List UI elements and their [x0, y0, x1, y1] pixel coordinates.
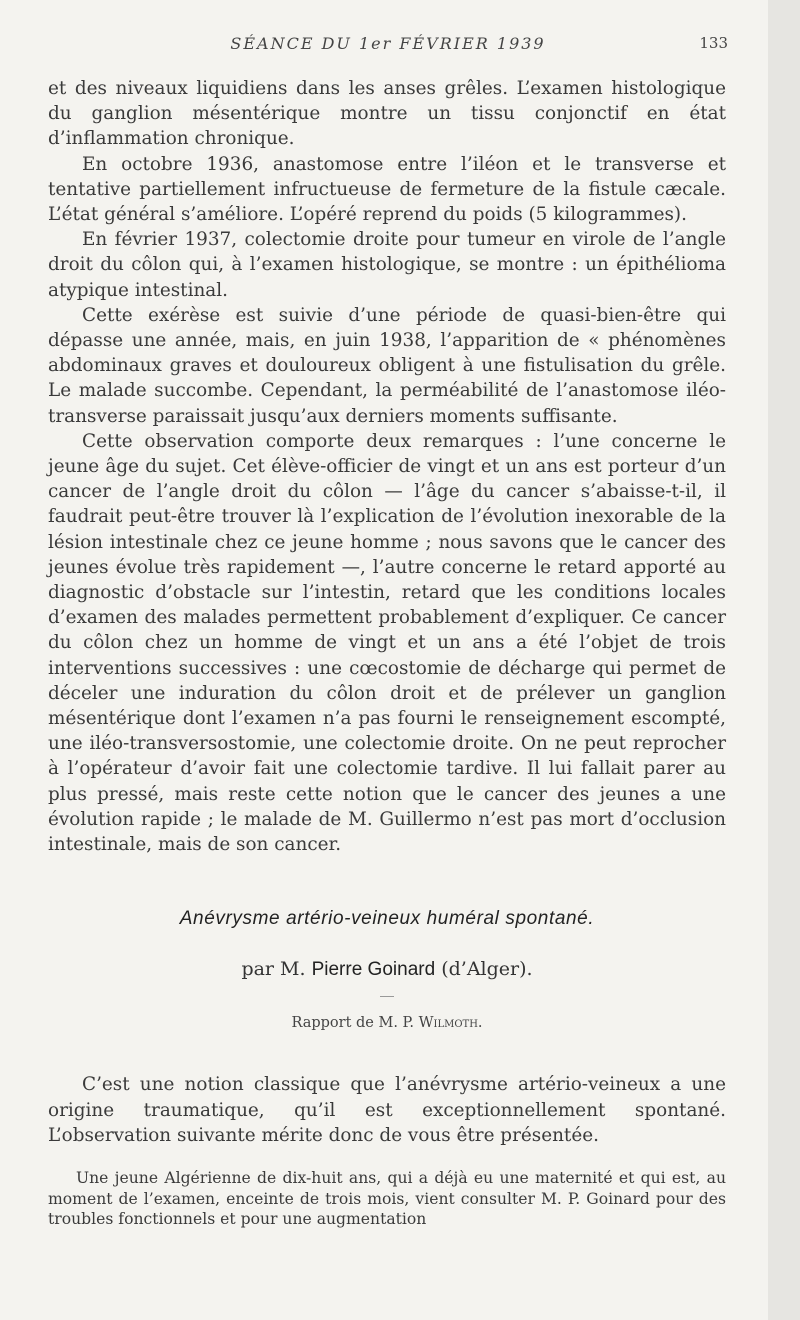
- paragraph: et des niveaux liquidiens dans les anses grêles. L’examen histologique du ganglion mésentérique montre un tissu conjonctif en état d’inflammation chronique.: [48, 78, 726, 150]
- running-header: [48, 34, 728, 58]
- byline-prefix: par M.: [241, 958, 306, 980]
- paragraph: En octobre 1936, anastomose entre l’iléon et le transverse et tentative partiellement infructueuse de fermeture de la fistule cæcale. L’état général s’améliore. L’opéré reprend du poids (5 kilogrammes).: [48, 153, 726, 226]
- separator-rule: [380, 996, 394, 997]
- paragraph: En février 1937, colectomie droite pour tumeur en virole de l’angle droit du côlon qui, à l’examen histologique, se montre : un épithélioma atypique intestinal.: [48, 229, 726, 301]
- paragraph: Une jeune Algérienne de dix-huit ans, qui a déjà eu une maternité et qui est, au moment de l’examen, enceinte de trois mois, vient consulter M. P. Goinard pour des troubles fonctionnels et pour une augmentation: [48, 1169, 726, 1228]
- running-title: SÉANCE DU 1er FÉVRIER 1939: [230, 34, 546, 53]
- paragraph: C’est une notion classique que l’anévrysme artério-veineux a une origine traumatique, qu’il est exceptionnellement spontané. L’observation suivante mérite donc de vous être présentée.: [48, 1074, 726, 1146]
- author-name: Pierre Goinard: [311, 959, 436, 980]
- rapport-prefix: Rapport de M. P.: [291, 1015, 414, 1031]
- observation-text: [48, 1168, 726, 1230]
- page-number: 133: [699, 34, 728, 52]
- paragraph: Cette exérèse est suivie d’une période de quasi-bien-être qui dépasse une année, mais, en juin 1938, l’apparition de « phénomènes abdominaux graves et douloureux obligent à une fistulisation du grêle. Le malade succombe. Cependant, la perméabilité de l’anastomose iléo-transverse paraissait jusqu’aux derniers moments suffisante.: [48, 304, 726, 427]
- byline: [48, 958, 726, 981]
- article-title: Anévrysme artério-veineux huméral spontané.: [179, 908, 595, 929]
- scan-edge: [768, 0, 800, 1320]
- article-intro: [48, 1072, 726, 1149]
- previous-article-body: [48, 76, 726, 857]
- author-affiliation: (d’Alger).: [441, 958, 533, 980]
- paragraph: Cette observation comporte deux remarques : l’une concerne le jeune âge du sujet. Cet élève-officier de vingt et un ans est porteur d’un cancer de l’angle droit du côlon — l’âge du cancer s’abaisse-t-il, il faudrait peut-être trouver là l’explication de l’évolution inexorable de la lésion intestinale chez ce jeune homme ; nous savons que le cancer des jeunes évolue très rapidement —, l’autre concerne le retard apporté au diagnostic d’obstacle sur l’intestin, retard que les conditions locales d’examen des malades permettent probablement d’expliquer. Ce cancer du côlon chez un homme de vingt et un ans a été l’objet de trois interventions successives : une cœcostomie de décharge qui permet de déceler une induration du côlon droit et de prélever un ganglion mésentérique dont l’examen n’a pas fourni le renseignement escompté, une iléo-transversostomie, une colectomie droite. On ne peut reprocher à l’opérateur d’avoir fait une colectomie tardive. Il lui fallait parer au plus pressé, mais reste cette notion que le cancer des jeunes a une évolution rapide ; le malade de M. Guillermo n’est pas mort d’occlusion intestinale, mais de son cancer.: [48, 430, 726, 856]
- rapporteur-name: Wilmoth.: [418, 1015, 483, 1031]
- rapport-line: [48, 1015, 726, 1031]
